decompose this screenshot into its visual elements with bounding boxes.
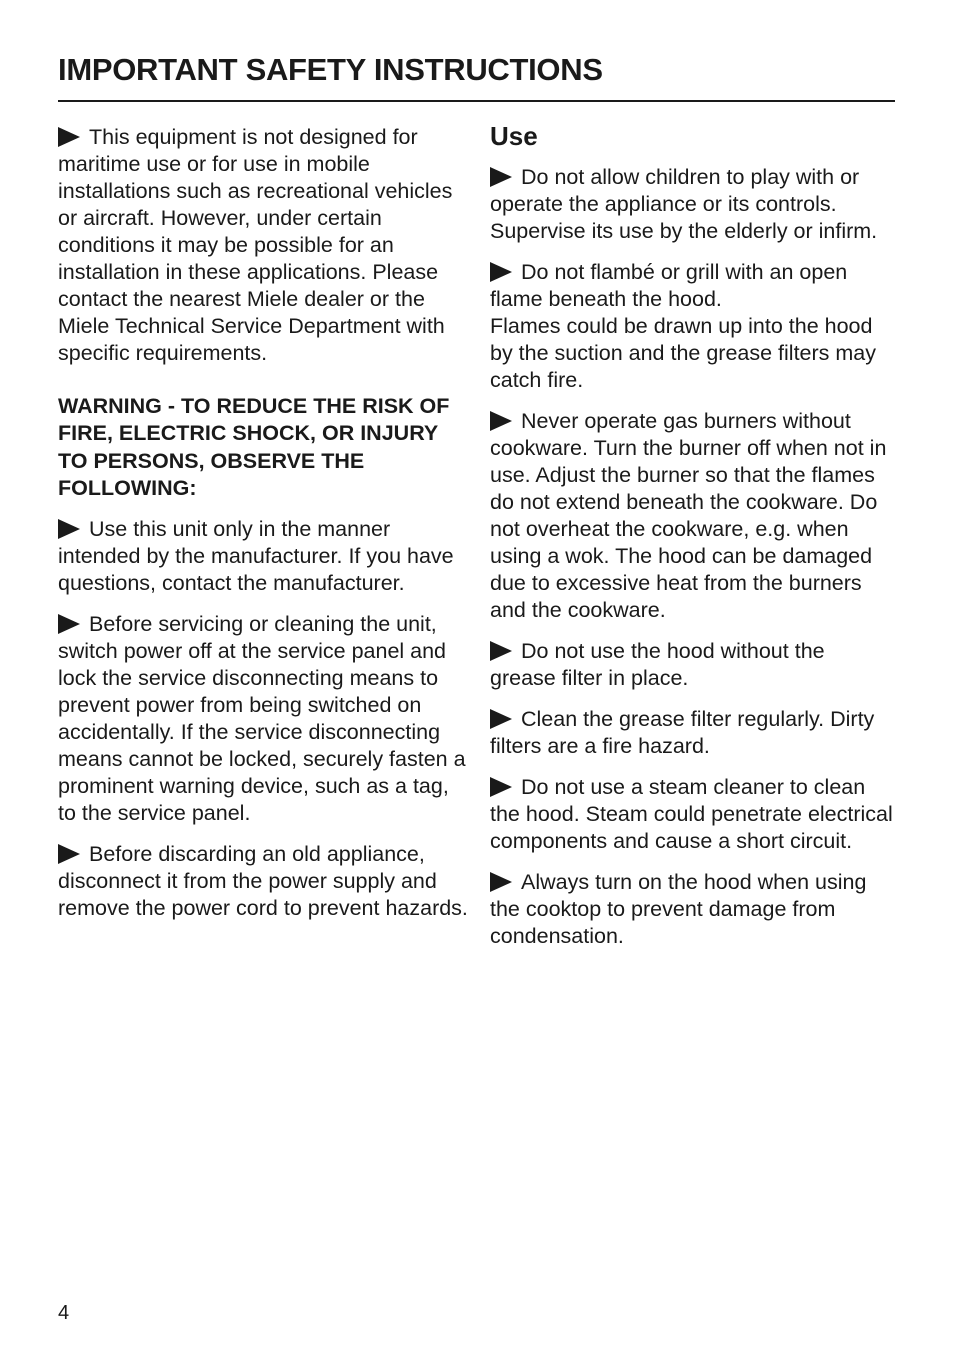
triangle-right-icon: [490, 777, 512, 797]
triangle-right-icon: [58, 519, 80, 539]
use-item: [490, 164, 894, 245]
warning-heading: WARNING - TO REDUCE THE RISK OF FIRE, ELECTRIC SHOCK, OR INJURY TO PERSONS, OBSERVE THE FOLLOWING:: [58, 394, 450, 500]
triangle-right-icon: [490, 641, 512, 661]
left-column: [58, 122, 468, 936]
use-item-text: Do not use the hood without the grease filter in place.: [490, 639, 825, 690]
safety-item-text: Before discarding an old appliance, disconnect it from the power supply and remove the power cord to prevent hazards.: [58, 842, 468, 921]
triangle-right-icon: [490, 709, 512, 729]
safety-item: [58, 611, 468, 827]
triangle-right-icon: [490, 411, 512, 431]
use-item-text: Clean the grease filter regularly. Dirty filters are a fire hazard.: [490, 707, 875, 758]
page-number: 4: [58, 1302, 70, 1324]
triangle-right-icon: [490, 262, 512, 282]
use-item-text: Do not use a steam cleaner to clean the hood. Steam could penetrate electrical components and cause a short circuit.: [490, 775, 893, 853]
page-title: IMPORTANT SAFETY INSTRUCTIONS: [58, 52, 603, 87]
triangle-right-icon: [58, 844, 80, 864]
use-item: [490, 774, 894, 855]
use-item-text: Do not flambé or grill with an open flame beneath the hood.: [490, 260, 848, 311]
safety-item: [58, 841, 468, 922]
use-item: [490, 706, 894, 760]
use-item: [490, 638, 894, 692]
triangle-right-icon: [58, 127, 80, 147]
safety-item-text: Before servicing or cleaning the unit, switch power off at the service panel and lock the service disconnecting means to prevent power from being switched on accidentally. If the service disconnecting means cannot be locked, securely fasten a prominent warning device, such as a tag, to the service panel.: [58, 612, 466, 826]
right-column: [490, 122, 894, 964]
title-divider: [58, 100, 895, 102]
use-item: [490, 259, 894, 394]
intro-paragraph: [58, 124, 468, 367]
use-item: [490, 869, 894, 950]
intro-text: This equipment is not designed for maritime use or for use in mobile installations such as recreational vehicles or aircraft. However, under certain conditions it may be possible for an installation in these applications. Please contact the nearest Miele dealer or the Miele Technical Service Department with specific requirements.: [58, 125, 453, 365]
triangle-right-icon: [58, 614, 80, 634]
use-item-text: Do not allow children to play with or operate the appliance or its controls. Supervise its use by the elderly or infirm.: [490, 165, 878, 243]
use-item-text: Always turn on the hood when using the cooktop to prevent damage from condensation.: [490, 870, 867, 948]
safety-item-text: Use this unit only in the manner intended by the manufacturer. If you have questions, contact the manufacturer.: [58, 517, 454, 596]
use-item-text: Never operate gas burners without cookware. Turn the burner off when not in use. Adjust the burner so that the flames do not extend beneath the cookware. Do not overheat the cookware, e.g. when using a wok. The hood can be damaged due to excessive heat from the burners and the cookware.: [490, 409, 887, 622]
use-item: [490, 408, 894, 624]
triangle-right-icon: [490, 167, 512, 187]
section-heading-use: Use: [490, 121, 538, 151]
safety-item: [58, 516, 468, 597]
use-item-continuation: Flames could be drawn up into the hood by the suction and the grease filters may catch fire.: [490, 314, 877, 392]
triangle-right-icon: [490, 872, 512, 892]
